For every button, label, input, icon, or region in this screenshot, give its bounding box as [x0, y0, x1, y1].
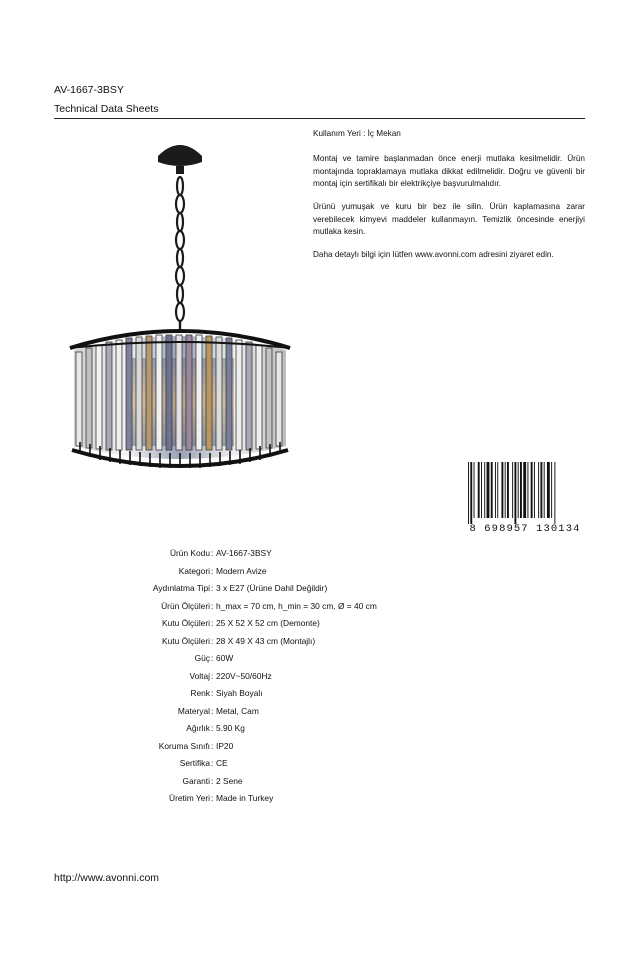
spec-value: Modern Avize: [216, 565, 267, 576]
barcode-digits: 8 698957 130134: [469, 523, 581, 534]
spec-label: Aydınlatma Tipi: [152, 583, 210, 593]
spec-label: Voltaj: [189, 670, 210, 681]
spec-value: 3 x E27 (Ürüne Dahil Değildir): [216, 583, 328, 593]
spec-separator: :: [211, 688, 214, 698]
barcode-bar: [495, 462, 496, 518]
spec-separator: :: [211, 723, 214, 733]
cleaning-paragraph: [313, 201, 585, 239]
spec-separator: :: [211, 775, 214, 786]
spec-label: Üretim Yeri: [169, 793, 210, 803]
chandelier-product-image: [66, 136, 302, 478]
barcode-bar: [518, 462, 519, 518]
spec-value: 25 X 52 X 52 cm (Demonte): [216, 618, 320, 628]
barcode-bar: [512, 462, 513, 518]
barcode-bar: [540, 462, 542, 518]
barcode-bar: [505, 462, 506, 518]
spec-separator: :: [211, 758, 214, 768]
barcode-bar: [523, 462, 526, 518]
safety-text: Montaj ve tamire başlanmadan önce enerji mutlaka kesilmelidir. Ürün montajında topraklamaya mutlaka dikkat edilmelidir. Doğru ve güvenli bir montaj için sertifikalı bir elektrikçiye başvurulmalıdır.: [313, 154, 585, 189]
spec-label: Ürün Kodu: [169, 548, 210, 558]
spec-value: 28 X 49 X 43 cm (Montajlı): [216, 635, 316, 646]
spec-label: Kategori: [178, 565, 210, 576]
spec-separator: :: [211, 740, 214, 751]
barcode-bar: [478, 462, 480, 518]
barcode-bar: [474, 462, 475, 518]
spec-value: Siyah Boyalı: [216, 688, 263, 698]
barcode-bar: [487, 462, 490, 518]
spec-value: AV-1667-3BSY: [216, 548, 272, 558]
product-code-heading: AV-1667-3BSY: [54, 84, 124, 96]
spec-separator: :: [211, 670, 214, 681]
barcode-bar: [501, 462, 503, 518]
more-info-paragraph: [313, 249, 585, 262]
spec-value: 5.90 Kg: [216, 723, 245, 733]
spec-label: Ağırlık: [186, 723, 210, 733]
spec-row: [0, 738, 640, 755]
spec-value: CE: [216, 758, 228, 768]
spec-label: Kutu Ölçüleri: [162, 635, 210, 646]
safety-paragraph: [313, 153, 585, 191]
spec-row: [0, 755, 640, 772]
barcode-bar: [554, 462, 555, 524]
spec-row: [0, 790, 640, 807]
usage-location-text: [313, 128, 585, 141]
spec-separator: :: [211, 793, 214, 803]
spec-label: Koruma Sınıfı: [158, 740, 210, 751]
barcode-bar: [491, 462, 493, 518]
spec-row: [0, 563, 640, 580]
spec-separator: :: [211, 565, 214, 576]
spec-separator: :: [211, 653, 214, 663]
spec-label: Renk: [190, 688, 210, 698]
ceiling-canopy: [158, 145, 202, 166]
spec-label: Kutu Ölçüleri: [162, 618, 210, 628]
spec-value: 60W: [216, 653, 234, 663]
spec-value: Made in Turkey: [216, 793, 274, 803]
spec-row: [0, 633, 640, 650]
spec-separator: :: [211, 635, 214, 646]
spec-row: [0, 580, 640, 597]
barcode-bar: [470, 462, 472, 524]
crystal-prisms: [76, 335, 282, 450]
spec-label: Materyal: [177, 705, 210, 716]
footer-website-link[interactable]: http://www.avonni.com: [54, 872, 160, 884]
canopy-neck: [176, 166, 184, 174]
spec-row: [0, 685, 640, 702]
ean13-barcode: [465, 462, 585, 534]
barcode-bar: [514, 462, 516, 524]
spec-label: Sertifika: [179, 758, 210, 768]
spec-value: h_max = 70 cm, h_min = 30 cm, Ø = 40 cm: [216, 600, 377, 611]
spec-value: 220V~50/60Hz: [216, 670, 272, 681]
spec-row: [0, 773, 640, 790]
barcode-bar: [538, 462, 539, 518]
spec-row: [0, 545, 640, 562]
spec-label: Garanti: [182, 775, 210, 786]
header-rule: [54, 118, 585, 119]
document-subtitle: Technical Data Sheets: [54, 103, 159, 115]
barcode-bar: [481, 462, 482, 518]
barcode-bar: [484, 462, 485, 518]
spec-row: [0, 650, 640, 667]
barcode-bar: [468, 462, 469, 524]
spec-value: 2 Sene: [216, 775, 243, 786]
spec-label: Güç: [194, 653, 210, 663]
spec-separator: :: [211, 600, 214, 611]
barcode-bar: [507, 462, 509, 518]
barcode-bar: [534, 462, 535, 518]
more-info-text: Daha detaylı bilgi için lütfen www.avonni.com adresini ziyaret edin.: [313, 250, 554, 259]
spec-separator: :: [211, 548, 214, 558]
spec-row: [0, 598, 640, 615]
spec-separator: :: [211, 583, 214, 593]
barcode-bars: [468, 462, 555, 524]
barcode-bar: [520, 462, 522, 518]
barcode-bar: [527, 462, 528, 518]
spec-row: [0, 703, 640, 720]
barcode-bar: [547, 462, 550, 518]
barcode-bar: [544, 462, 545, 518]
spec-value: IP20: [216, 740, 234, 751]
barcode-bar: [531, 462, 533, 518]
spec-row: [0, 720, 640, 737]
spec-row: [0, 615, 640, 632]
spec-separator: :: [211, 618, 214, 628]
spec-label: Ürün Ölçüleri: [161, 600, 210, 611]
cleaning-text: Ürünü yumuşak ve kuru bir bez ile silin. Ürün kaplamasına zarar verebilecek kimyevi maddeler kullanmayın. Temizlik öncesinde enerjiyi mutlaka kesin.: [313, 202, 585, 237]
spec-value: Metal, Cam: [216, 705, 259, 716]
hanging-chain: [176, 177, 184, 321]
barcode-bar: [497, 462, 498, 518]
barcode-bar: [551, 462, 552, 518]
spec-row: [0, 668, 640, 685]
usage-line: Kullanım Yeri : İç Mekan: [313, 129, 401, 138]
spec-separator: :: [211, 705, 214, 716]
